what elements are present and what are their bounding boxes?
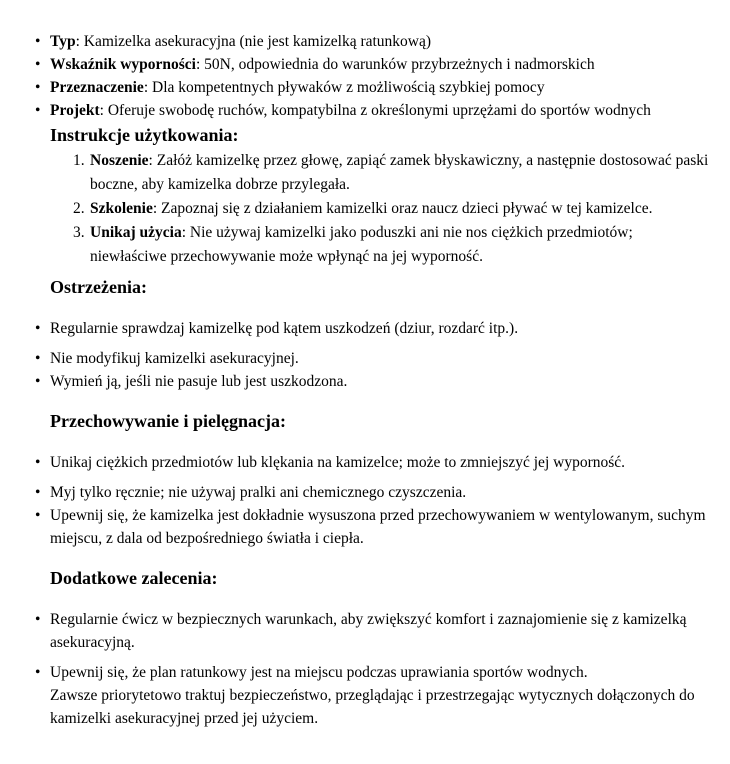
bullet-icon: • [35, 56, 41, 73]
list-item-text [90, 221, 710, 269]
warnings-list [35, 317, 710, 393]
list-number: 3. [73, 224, 85, 241]
section-heading-recommendations: Dodatkowe zalecenia: [50, 568, 218, 588]
list-item-text: Upewnij się, że kamizelka jest dokładnie wysuszona przed przechowywaniem w wentylowanym, suchym miejscu, z dala od bezpośredniego światła i ciepła. [50, 507, 706, 547]
term-label: Wskaźnik wyporności [50, 56, 196, 73]
list-item [35, 76, 710, 99]
list-item-text [90, 197, 710, 221]
bullet-icon: • [35, 102, 41, 119]
list-item-text: Wymień ją, jeśli nie pasuje lub jest uszkodzona. [50, 373, 348, 390]
term-text: : Nie używaj kamizelki jako poduszki ani nie nos ciężkich przedmiotów; niewłaściwe przechowywanie może wpłynąć na jej wyporność. [90, 224, 633, 265]
bullet-icon: • [35, 611, 41, 628]
term-text: : Oferuje swobodę ruchów, kompatybilna z określonymi uprzężami do sportów wodnych [99, 102, 651, 119]
list-item [35, 30, 710, 53]
bullet-icon: • [35, 484, 41, 501]
list-item [73, 149, 710, 197]
bullet-icon: • [35, 320, 41, 337]
list-item-text [50, 661, 710, 730]
storage-list [35, 451, 710, 550]
bullet-icon: • [35, 33, 41, 50]
list-number: 1. [73, 152, 85, 169]
list-item-text: Regularnie ćwicz w bezpiecznych warunkach, aby zwiększyć komfort i zaznajomienie się z kamizelką asekuracyjną. [50, 611, 687, 651]
term-label: Przeznaczenie [50, 79, 144, 96]
list-item [35, 317, 710, 340]
list-item [35, 504, 710, 550]
section-heading-warnings: Ostrzeżenia: [50, 277, 147, 297]
list-item-text [50, 99, 710, 122]
term-label: Noszenie [90, 152, 149, 169]
list-item [35, 661, 710, 730]
list-number: 2. [73, 200, 85, 217]
list-item-text [50, 30, 710, 53]
sentence: Upewnij się, że plan ratunkowy jest na miejscu podczas uprawiania sportów wodnych. [50, 664, 588, 681]
recommendations-list [35, 608, 710, 730]
list-item-text: Regularnie sprawdzaj kamizelkę pod kątem uszkodzeń (dziur, rozdarć itp.). [50, 320, 519, 337]
list-item-text [50, 53, 710, 76]
instructions-list [73, 149, 710, 269]
section-heading-instructions: Instrukcje użytkowania: [50, 125, 239, 145]
section-heading-storage: Przechowywanie i pielęgnacja: [50, 411, 286, 431]
term-label: Unikaj użycia [90, 224, 182, 241]
term-text: : Załóż kamizelkę przez głowę, zapiąć zamek błyskawiczny, a następnie dostosować paski boczne, aby kamizelka dobrze przylegała. [90, 152, 709, 193]
list-item [35, 370, 710, 393]
bullet-icon: • [35, 373, 41, 390]
term-label: Typ [50, 33, 76, 50]
spec-list [35, 30, 710, 122]
bullet-icon: • [35, 664, 41, 681]
list-item [35, 53, 710, 76]
list-item-text [90, 149, 710, 197]
list-item [35, 99, 710, 122]
term-text: : Zapoznaj się z działaniem kamizelki oraz naucz dzieci pływać w tej kamizelce. [152, 200, 653, 217]
list-item [35, 347, 710, 370]
list-item [73, 197, 710, 221]
bullet-icon: • [35, 350, 41, 367]
term-text: : 50N, odpowiednia do warunków przybrzeżnych i nadmorskich [196, 56, 595, 73]
term-label: Projekt [50, 102, 100, 119]
sentence: Zawsze priorytetowo traktuj bezpieczeństwo, przeglądając i przestrzegając wytycznych dołączonych do kamizelki asekuracyjnej przed jej użyciem. [50, 687, 695, 727]
bullet-icon: • [35, 507, 41, 524]
list-item [35, 608, 710, 654]
list-item-text: Nie modyfikuj kamizelki asekuracyjnej. [50, 350, 299, 367]
list-item [35, 451, 710, 474]
bullet-icon: • [35, 79, 41, 96]
list-item-text [50, 76, 710, 99]
term-label: Szkolenie [90, 200, 153, 217]
bullet-icon: • [35, 454, 41, 471]
list-item [73, 221, 710, 269]
list-item-text: Unikaj ciężkich przedmiotów lub klękania na kamizelce; może to zmniejszyć jej wyporność. [50, 454, 626, 471]
term-text: : Kamizelka asekuracyjna (nie jest kamizelką ratunkową) [75, 33, 432, 50]
list-item-text: Myj tylko ręcznie; nie używaj pralki ani chemicznego czyszczenia. [50, 484, 467, 501]
term-text: : Dla kompetentnych pływaków z możliwością szybkiej pomocy [143, 79, 545, 96]
list-item [35, 481, 710, 504]
